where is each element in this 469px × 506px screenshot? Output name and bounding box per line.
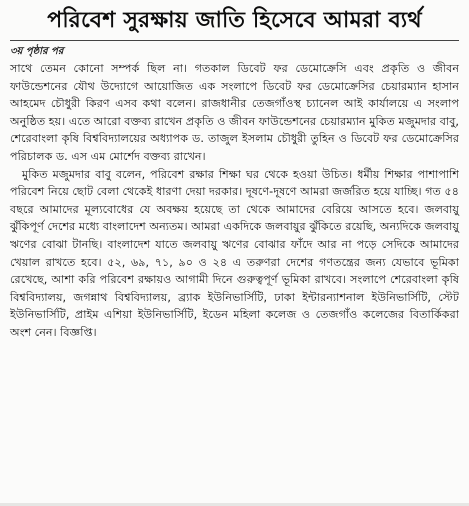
article-headline: পরিবেশ সুরক্ষায় জাতি হিসেবে আমরা ব্যর্থ	[47, 8, 422, 33]
headline-divider	[10, 40, 459, 41]
continued-from-label: ৩য় পৃষ্ঠার পর	[10, 46, 64, 57]
article-paragraph-2: মুকিত মজুমদার বাবু বলেন, পরিবেশ রক্ষার শিক্ষা ঘর থেকে হওয়া উচিত। ধর্মীয় শিক্ষার পাশাপাশি পরিবেশ নিয়ে ছোট বেলা থেকেই ধারণা দেয়া দরকার। দূষণে-দূষণে আমরা জর্জরিত হয়ে যাচ্ছি। গত ৫৪ বছরে আমাদের মূল্যবোধের যে অবক্ষয় হয়েছে তা থেকে আমাদের বেরিয়ে আসতে হবে। জলবায়ু ঝুঁকিপূর্ণ দেশের মধ্যে বাংলাদেশ অন্যতম। আমরা একদিকে জলবায়ুর ঝুঁকিতে রয়েছি, অন্যদিকে জলবায়ু ঋণের বোঝা টানছি। বাংলাদেশ যাতে জলবায়ু ঋণের বোঝার ফাঁদে আর না পড়ে সেদিকে আমাদের খেয়াল রাখতে হবে। ৫২, ৬৯, ৭১, ৯০ ও ২৪ এ তরুণরা দেশের গণতন্ত্রের জন্য যেভাবে ভূমিকা রেখেছে, আশা করি পরিবেশ রক্ষায়ও আগামী দিনে গুরুত্বপূর্ণ ভূমিকা রাখবে। সংলাপে শেরেবাংলা কৃষি বিশ্ববিদ্যালয়, জগন্নাথ বিশ্ববিদ্যালয়, ব্র্যাক ইউনিভার্সিটি, ঢাকা ইন্টারন্যাশনাল ইউনিভার্সিটি, স্টেট ইউনিভার্সিটি, প্রাইম এশিয়া ইউনিভার্সিটি, ইডেন মহিলা কলেজ ও তেজগাঁও কলেজের বিতার্কিকরা অংশ নেন। বিজ্ঞপ্তি।	[10, 167, 459, 339]
article-paragraph-1: সাথে তেমন কোনো সম্পর্ক ছিল না। গতকাল ডিবেট ফর ডেমোক্রেসি এবং প্রকৃতি ও জীবন ফাউন্ডেশনের যৌথ উদ্যোগে আয়োজিত এক সংলাপে ডিবেট ফর ডেমোক্রেসির চেয়ারম্যান হাসান আহমেদ চৌধুরী কিরণ এসব কথা বলেন। রাজধানীর তেজগাঁওস্থ চ্যানেল আই কার্যালয়ে এ সংলাপ অনুষ্ঠিত হয়। এতে আরো বক্তব্য রাখেন প্রকৃতি ও জীবন ফাউন্ডেশনের চেয়ারম্যান মুকিত মজুমদার বাবু, শেরেবাংলা কৃষি বিশ্ববিদ্যালয়ের অধ্যাপক ড. তাজুল ইসলাম চৌধুরী তুহিন ও ডিবেট ফর ডেমোক্রেসির পরিচালক ড. এস এম মোর্শেদ বক্তব্য রাখেন।	[10, 62, 459, 163]
